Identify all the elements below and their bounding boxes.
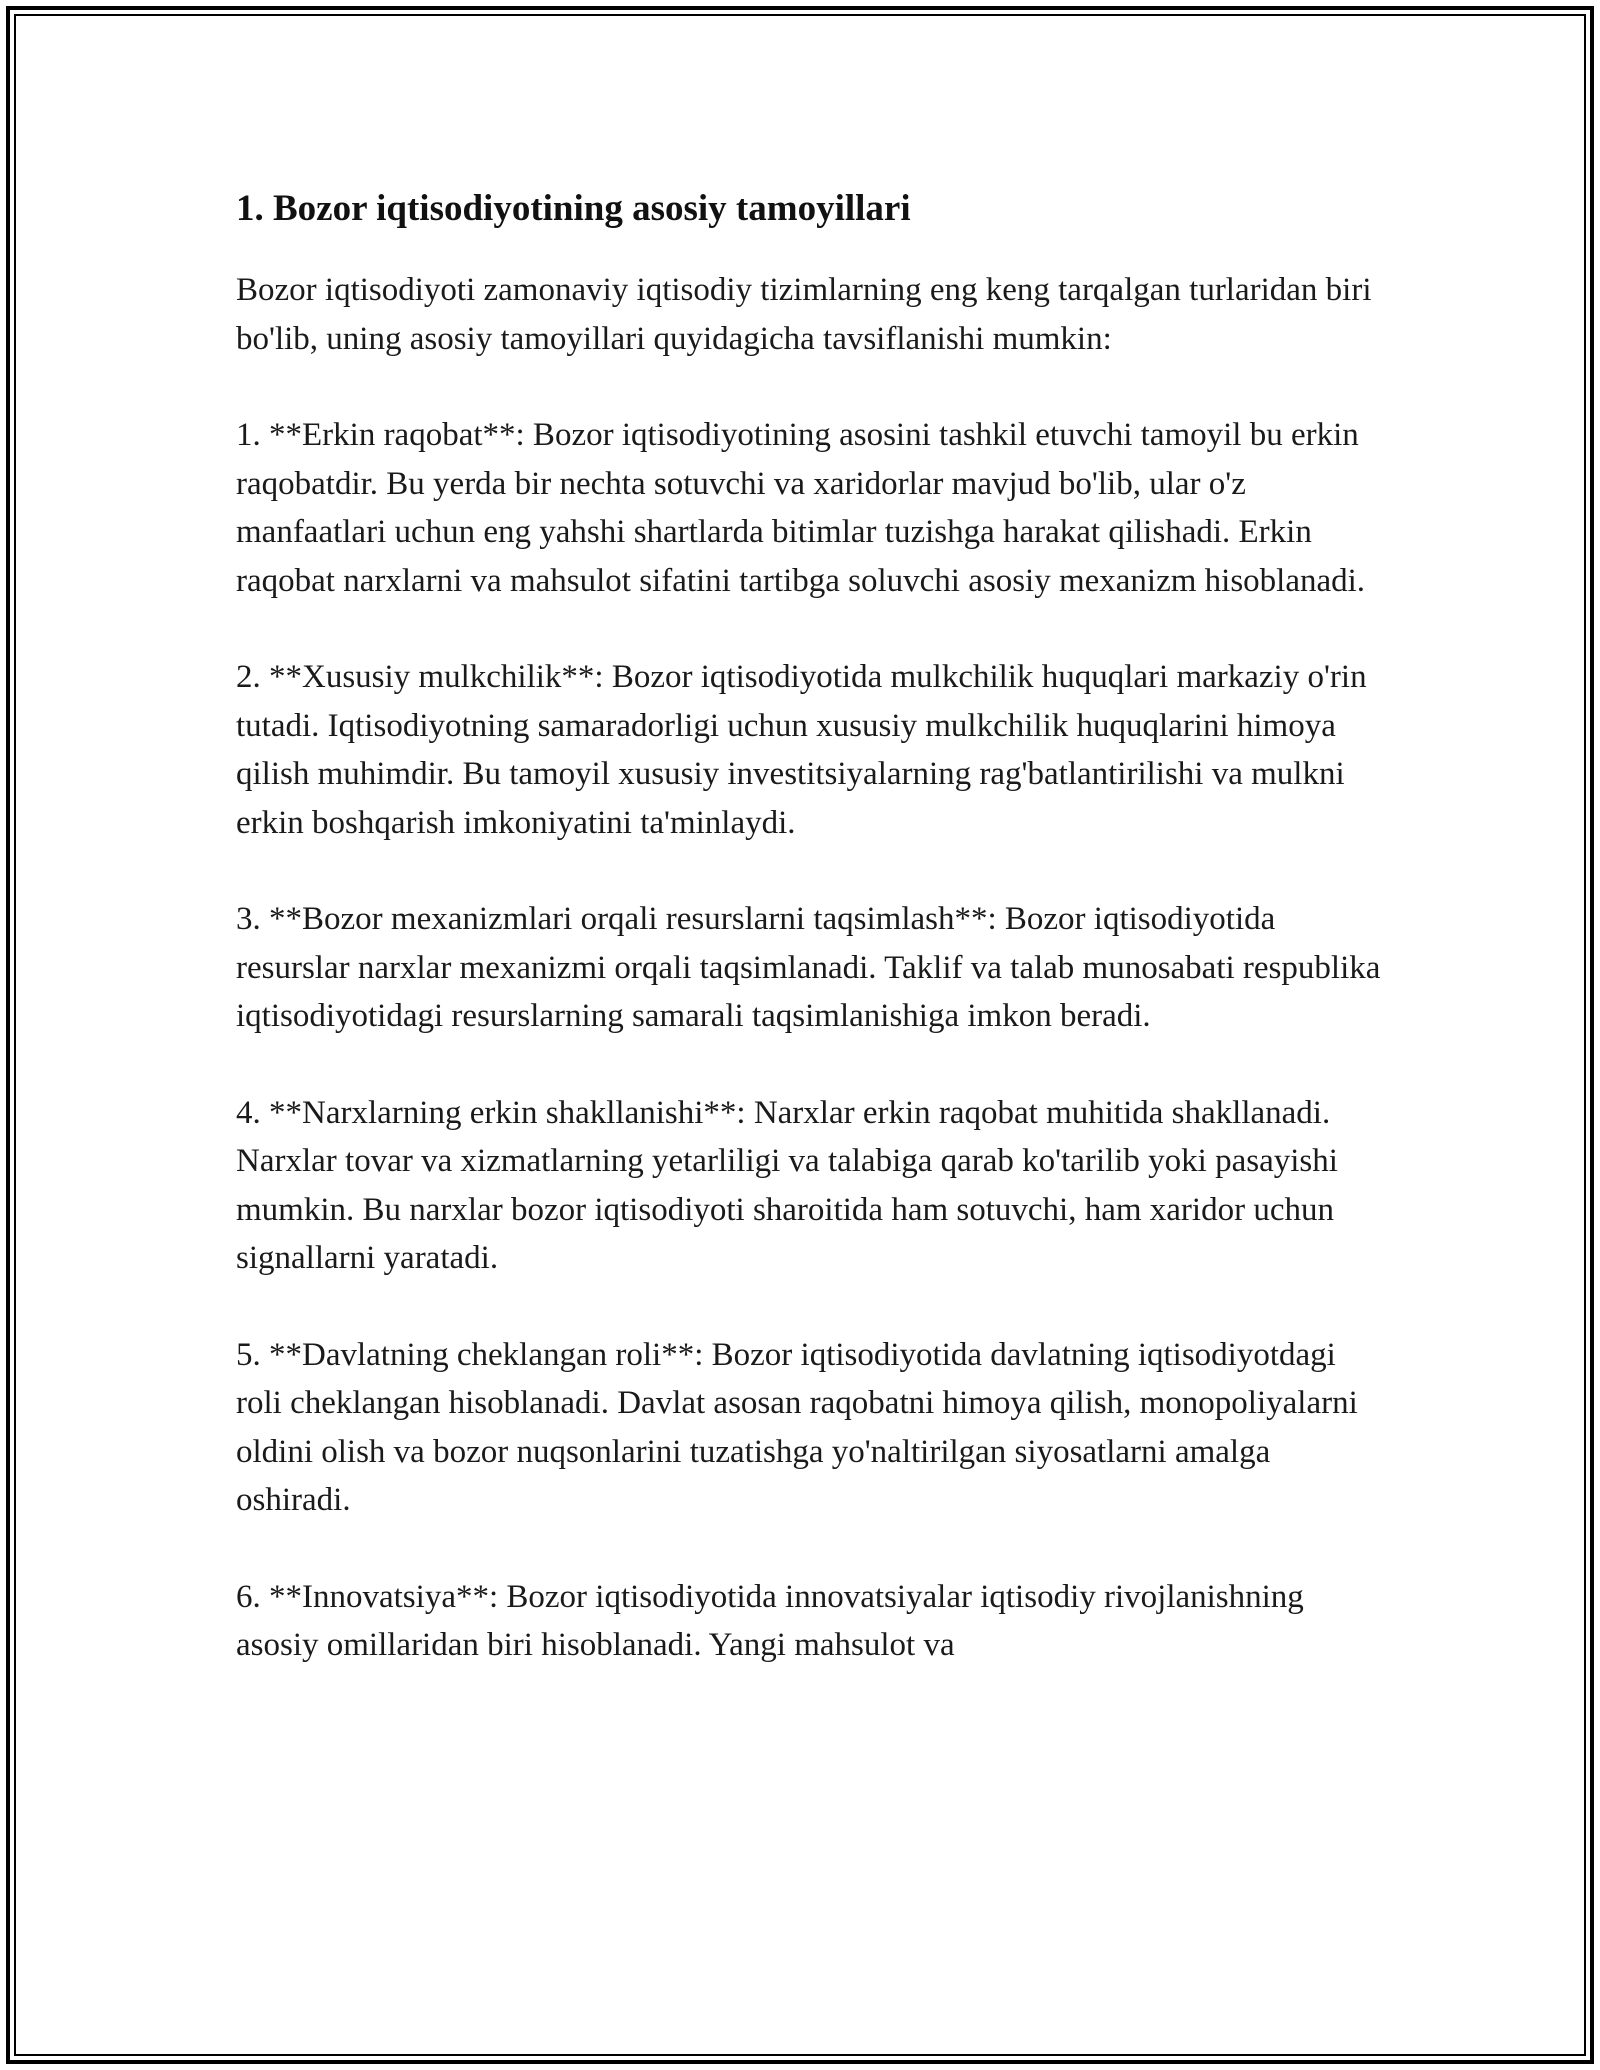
principle-innovation: 6. **Innovatsiya**: Bozor iqtisodiyotida innovatsiyalar iqtisodiy rivojlanishning asosiy omillaridan biri hisoblanadi. Yangi mahsulot va xyxy=(236,1578,1304,1663)
principle-free-competition: 1. **Erkin raqobat**: Bozor iqtisodiyotining asosini tashkil etuvchi tamoyil bu erkin raqobatdir. Bu yerda bir nechta sotuvchi va xaridorlar mavjud bo'lib, ular o'z manfaatlari uchun eng yahshi shartlarda bitimlar tuzishga harakat qilishadi. Erkin raqobat narxlarni va mahsulot sifatini tartibga soluvchi asosiy mexanizm hisoblanadi. xyxy=(236,417,1366,599)
principle-limited-state-role: 5. **Davlatning cheklangan roli**: Bozor iqtisodiyotida davlatning iqtisodiyotdagi roli cheklangan hisoblanadi. Davlat asosan raqobatni himoya qilish, monopoliyalarni oldini olish va bozor nuqsonlarini tuzatishga yo'naltirilgan siyosatlarni amalga oshiradi. xyxy=(236,1336,1358,1518)
intro-paragraph: Bozor iqtisodiyoti zamonaviy iqtisodiy tizimlarning eng keng tarqalgan turlaridan biri bo'lib, uning asosiy tamoyillari quyidagicha tavsiflanishi mumkin: xyxy=(236,272,1372,357)
principle-private-property: 2. **Xususiy mulkchilik**: Bozor iqtisodiyotida mulkchilik huquqlari markaziy o'rin tutadi. Iqtisodiyotning samaradorligi uchun xususiy mulkchilik huquqlarini himoya qilish muhimdir. Bu tamoyil xususiy investitsiyalarning rag'batlantirilishi va mulkni erkin boshqarish imkoniyatini ta'minlaydi. xyxy=(236,659,1367,841)
section-heading: 1. Bozor iqtisodiyotining asosiy tamoyillari xyxy=(236,188,911,229)
document-body xyxy=(236,186,1386,1718)
principle-free-pricing: 4. **Narxlarning erkin shakllanishi**: Narxlar erkin raqobat muhitida shakllanadi. Narxlar tovar va xizmatlarning yetarliligi va talabiga qarab ko'tarilib yoki pasayishi mumkin. Bu narxlar bozor iqtisodiyoti sharoitida ham sotuvchi, ham xaridor uchun signallarni yaratadi. xyxy=(236,1094,1338,1276)
principle-resource-allocation: 3. **Bozor mexanizmlari orqali resurslarni taqsimlash**: Bozor iqtisodiyotida resurslar narxlar mexanizmi orqali taqsimlanadi. Taklif va talab munosabati respublika iqtisodiyotidagi resurslarning samarali taqsimlanishiga imkon beradi. xyxy=(236,901,1381,1034)
